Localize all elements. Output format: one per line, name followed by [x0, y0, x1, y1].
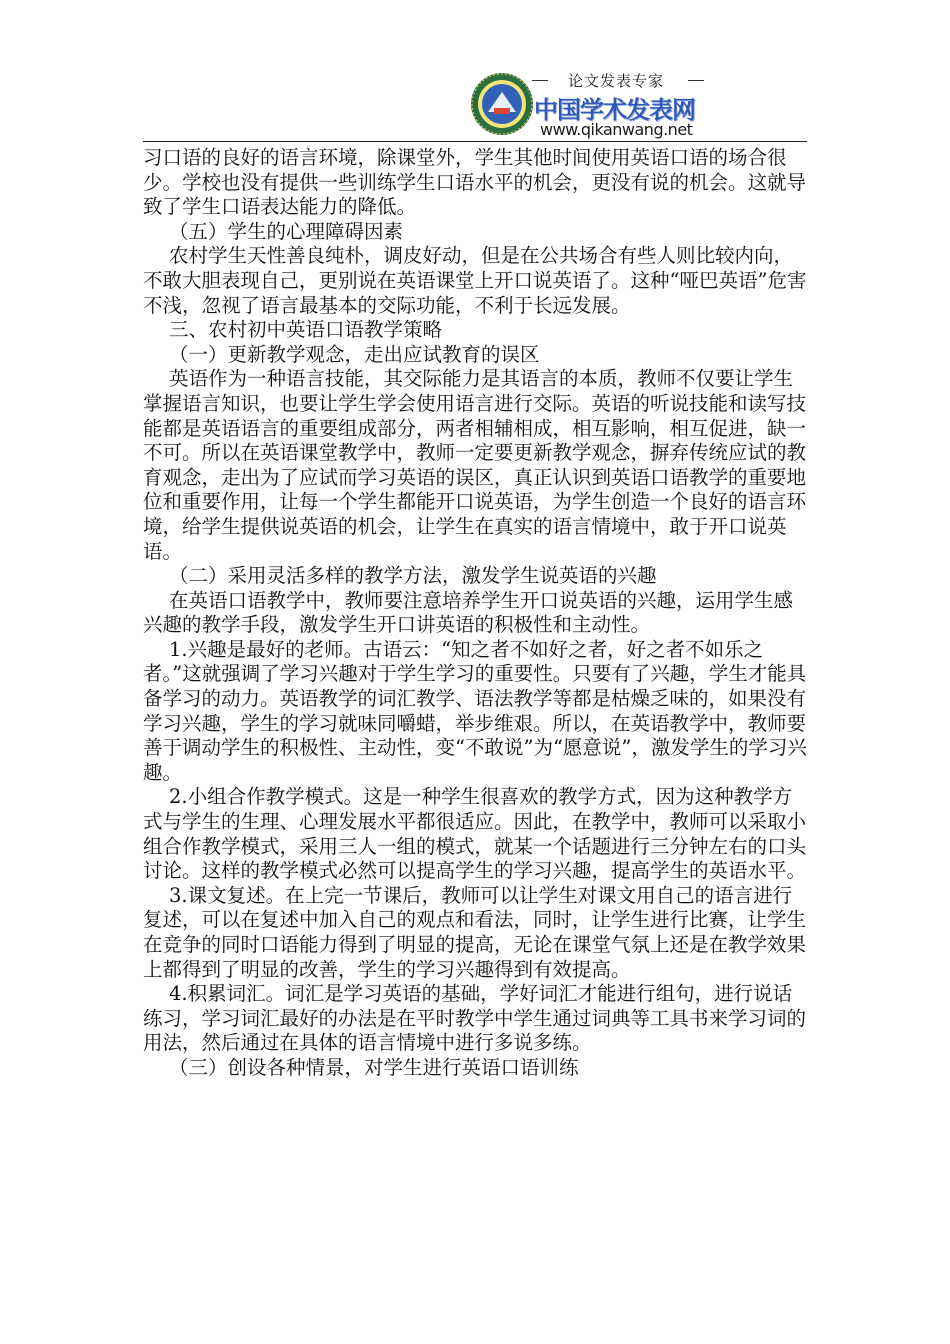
list-item: 4.积累词汇。词汇是学习英语的基础，学好词汇才能进行组句，进行说话练习，学习词汇最好的办法是在平时教学中学生通过词典等工具书来学习词的用法，然后通过在具体的语言情境中进行多说多练。 [143, 982, 807, 1055]
paragraph: 在英语口语教学中，教师要注意培养学生开口说英语的兴趣，运用学生感兴趣的教学手段，激发学生开口讲英语的积极性和主动性。 [143, 588, 794, 637]
section-heading: （一）更新教学观念，走出应试教育的误区 [169, 342, 540, 366]
site-logo [470, 68, 698, 140]
section-heading: 三、农村初中英语口语教学策略 [169, 318, 443, 342]
section-heading: （三）创设各种情景，对学生进行英语口语训练 [169, 1055, 579, 1079]
slogan-text: 论文发表专家 [536, 70, 696, 90]
article-body [143, 146, 807, 1081]
site-name: 中国学术发表网 [534, 96, 695, 124]
section-heading: （五）学生的心理障碍因素 [169, 219, 404, 243]
paragraph: 习口语的良好的语言环境，除课堂外，学生其他时间使用英语口语的场合很少。学校也没有提供一些训练学生口语水平的机会，更没有说的机会。这就导致了学生口语表达能力的降低。 [143, 146, 807, 219]
header-divider [143, 141, 807, 142]
paragraph: 农村学生天性善良纯朴，调皮好动，但是在公共场合有些人则比较内向，不敢大胆表现自己，更别说在英语课堂上开口说英语了。这种“哑巴英语”危害不浅，忽视了语言最基本的交际功能，不利于长远发展。 [143, 244, 807, 317]
list-item: 3.课文复述。在上完一节课后，教师可以让学生对课文用自己的语言进行复述，可以在复述中加入自己的观点和看法，同时，让学生进行比赛，让学生在竞争的同时口语能力得到了明显的提高，无论在课堂气氛上还是在教学效果上都得到了明显的改善，学生的学习兴趣得到有效提高。 [143, 883, 807, 981]
list-item: 2.小组合作教学模式。这是一种学生很喜欢的教学方式，因为这种教学方式与学生的生理、心理发展水平都很适应。因此，在教学中，教师可以采取小组合作教学模式，采用三人一组的模式，就某一个话题进行三分钟左右的口头讨论。这样的教学模式必然可以提高学生的学习兴趣，提高学生的英语水平。 [143, 785, 807, 883]
paragraph: 英语作为一种语言技能，其交际能力是其语言的本质，教师不仅要让学生掌握语言知识，也要让学生学会使用语言进行交际。英语的听说技能和读写技能都是英语语言的重要组成部分，两者相辅相成，相互影响，相互促进，缺一不可。所以在英语课堂教学中，教师一定要更新教学观念，摒弃传统应试的教育观念，走出为了应试而学习英语的误区，真正认识到英语口语教学的重要地位和重要作用，让每一个学生都能开口说英语，为学生创造一个良好的语言环境，给学生提供说英语的机会，让学生在真实的语言情境中，敢于开口说英语。 [143, 367, 807, 563]
list-item: 1.兴趣是最好的老师。古语云：“知之者不如好之者，好之者不如乐之者。”这就强调了学习兴趣对于学生学习的重要性。只要有了兴趣，学生才能具备学习的动力。英语教学的词汇教学、语法教学等都是枯燥乏味的，如果没有学习兴趣，学生的学习就味同嚼蜡，举步维艰。所以，在英语教学中，教师要善于调动学生的积极性、主动性，变“不敢说”为“愿意说”，激发学生的学习兴趣。 [143, 637, 807, 784]
section-heading: （二）采用灵活多样的教学方法，激发学生说英语的兴趣 [169, 564, 657, 588]
seal-logo-icon [470, 68, 534, 140]
site-url: www.qikanwang.net [540, 120, 693, 139]
